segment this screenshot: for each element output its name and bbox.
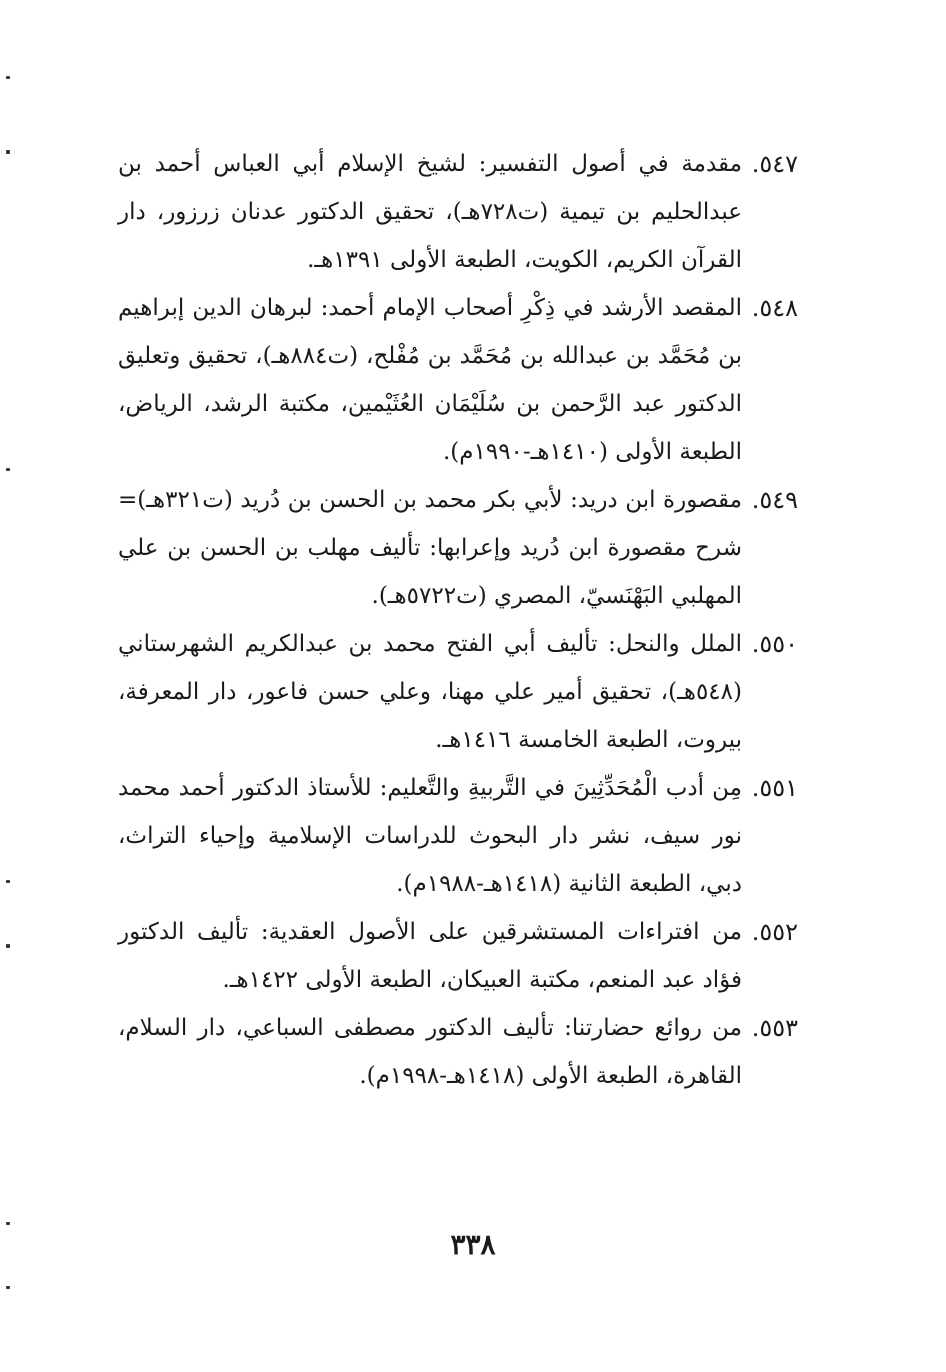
entry-number: ٥٥٠. <box>751 630 798 658</box>
entry-text: مقدمة في أصول التفسير: لشيخ الإسلام أبي العباس أحمد بن عبدالحليم بن تيمية (ت٧٢٨هـ)، تحقيق الدكتور عدنان زرزور، دار القرآن الكريم، الكويت، الطبعة الأولى ١٣٩١هـ. <box>118 151 742 273</box>
scan-speck <box>6 1286 10 1289</box>
bibliography-entry <box>118 1004 798 1100</box>
bibliography-entry <box>118 476 798 620</box>
entry-number: ٥٥١. <box>751 774 798 802</box>
scan-speck <box>6 150 10 154</box>
entry-number: ٥٥٢. <box>751 918 798 946</box>
bibliography-entry <box>118 284 798 476</box>
scan-speck <box>6 944 10 948</box>
scan-speck <box>6 76 10 79</box>
scan-speck <box>6 1222 10 1225</box>
entry-number: ٥٤٨. <box>751 294 798 322</box>
bibliography-entry <box>118 764 798 908</box>
bibliography-list <box>118 140 798 1100</box>
entry-text: المقصد الأرشد في ذِكْرِ أصحاب الإمام أحمد: لبرهان الدين إبراهيم بن مُحَمَّد بن عبدالله بن مُحَمَّد بن مُفْلح، (ت٨٨٤هـ)، تحقيق وتعليق الدكتور عبد الرَّحمن بن سُلَيْمَان العُثَيْمين، مكتبة الرشد، الرياض، الطبعة الأولى (١٤١٠هـ-١٩٩٠م). <box>118 295 742 465</box>
entry-text: من افتراءات المستشرقين على الأصول العقدية: تأليف الدكتور فؤاد عبد المنعم، مكتبة العبيكان، الطبعة الأولى ١٤٢٢هـ. <box>118 919 742 993</box>
entry-number: ٥٥٣. <box>751 1014 798 1042</box>
entry-text: مِن أدب الْمُحَدِّثِينَ في التَّربيةِ والتَّعليم: للأستاذ الدكتور أحمد محمد نور سيف، نشر دار البحوث للدراسات الإسلامية وإحياء التراث، دبي، الطبعة الثانية (١٤١٨هـ-١٩٨٨م). <box>118 775 742 897</box>
entry-number: ٥٤٧. <box>751 150 798 178</box>
scan-speck <box>6 880 10 883</box>
entry-text: مقصورة ابن دريد: لأبي بكر محمد بن الحسن بن دُريد (ت٣٢١هـ)= شرح مقصورة ابن دُريد وإعرابها: تأليف مهلب بن الحسن بن علي المهلبي البَهْنَسيّ، المصري (ت٥٧٢٢هـ). <box>118 487 742 609</box>
scan-speck <box>6 468 10 471</box>
bibliography-entry <box>118 620 798 764</box>
entry-text: الملل والنحل: تأليف أبي الفتح محمد بن عبدالكريم الشهرستاني (٥٤٨هـ)، تحقيق أمير علي مهنا، وعلي حسن فاعور، دار المعرفة، بيروت، الطبعة الخامسة ١٤١٦هـ. <box>118 631 742 753</box>
bibliography-entry <box>118 908 798 1004</box>
entry-text: من روائع حضارتنا: تأليف الدكتور مصطفى السباعي، دار السلام، القاهرة، الطبعة الأولى (١٤١٨هـ-١٩٩٨م). <box>118 1015 742 1089</box>
entry-number: ٥٤٩. <box>751 486 798 514</box>
page-number: ٣٣٨ <box>450 1228 496 1261</box>
bibliography-entry <box>118 140 798 284</box>
